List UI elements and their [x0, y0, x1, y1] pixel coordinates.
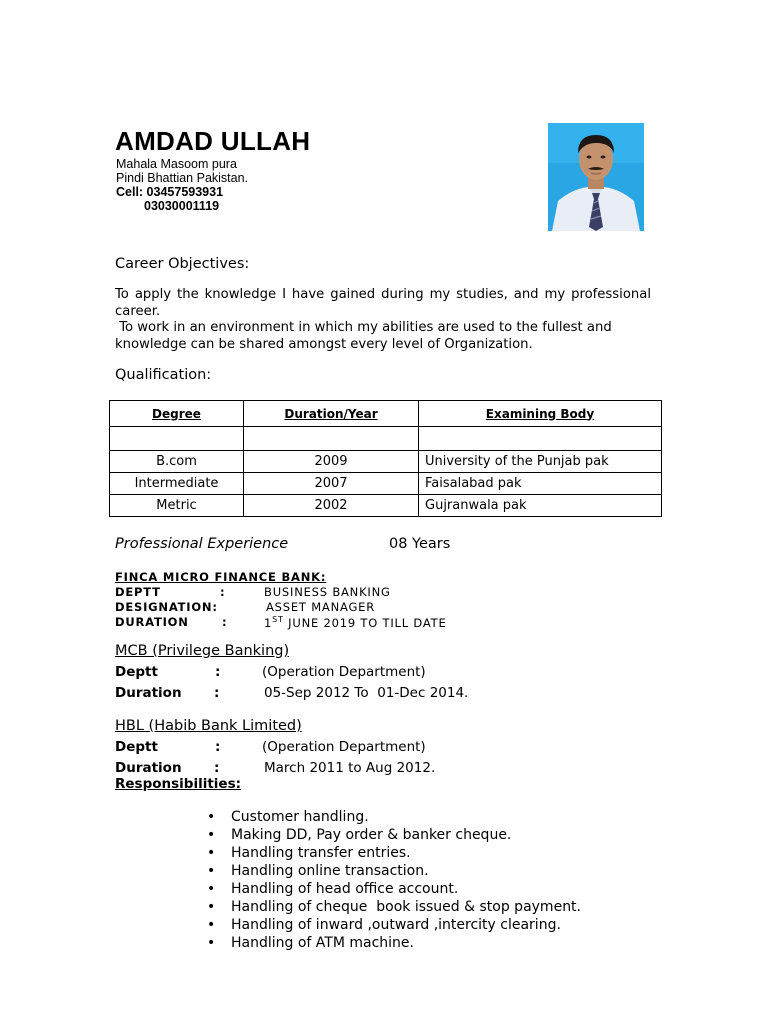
finca-deptt-colon: :	[220, 585, 226, 599]
responsibilities-heading: Responsibilities:	[115, 776, 242, 792]
hbl-duration-value: March 2011 to Aug 2012.	[264, 760, 436, 776]
career-objective-2: To work in an environment in which my abilities are used to the fullest and knowledge can be shared amongst every level of Organization.	[115, 320, 616, 352]
candidate-name: AMDAD ULLAH	[115, 126, 311, 156]
finca-duration-rest: JUNE 2019 TO TILL DATE	[283, 615, 447, 630]
mcb-duration-colon: :	[214, 685, 220, 701]
career-objectives-heading: Career Objectives:	[115, 256, 250, 272]
table-cell	[244, 427, 419, 451]
examining-body-cell: University of the Punjab pak	[419, 451, 662, 473]
mcb-duration-label: Duration	[115, 685, 182, 701]
hbl-deptt-value: (Operation Department)	[262, 739, 426, 755]
hbl-duration-colon: :	[214, 760, 220, 776]
examining-body-cell: Faisalabad pak	[419, 473, 662, 495]
finca-deptt-label: DEPTT	[115, 585, 161, 599]
degree-cell: Intermediate	[110, 473, 244, 495]
list-item: • Customer handling.	[207, 808, 581, 826]
list-item: • Handling of ATM machine.	[207, 934, 581, 952]
cell-number-1: Cell: 03457593931	[116, 185, 224, 199]
table-cell	[419, 427, 662, 451]
address-line-1: Mahala Masoom pura	[116, 157, 237, 171]
hbl-deptt-colon: :	[215, 739, 221, 755]
finca-duration-label: DURATION	[115, 615, 189, 629]
hbl-duration-label: Duration	[115, 760, 182, 776]
table-row	[110, 495, 662, 517]
cell-number-2: 03030001119	[144, 199, 220, 213]
finca-duration-value	[264, 615, 447, 630]
column-header-examining-body: Examining Body	[419, 401, 662, 427]
hbl-bank-title: HBL (Habib Bank Limited)	[115, 718, 302, 734]
year-cell: 2009	[244, 451, 419, 473]
list-item: • Making DD, Pay order & banker cheque.	[207, 826, 581, 844]
year-cell: 2007	[244, 473, 419, 495]
list-item: • Handling of cheque book issued & stop payment.	[207, 898, 581, 916]
finca-duration-sup: ST	[272, 615, 284, 624]
mcb-duration-value: 05-Sep 2012 To 01-Dec 2014.	[264, 685, 469, 701]
responsibilities-list	[207, 808, 581, 952]
column-header-duration: Duration/Year	[244, 401, 419, 427]
qualification-table	[109, 400, 662, 517]
degree-cell: B.com	[110, 451, 244, 473]
address-line-2: Pindi Bhattian Pakistan.	[116, 171, 249, 185]
profile-photo	[548, 123, 644, 231]
mcb-bank-title: MCB (Privilege Banking)	[115, 643, 290, 659]
table-row	[110, 473, 662, 495]
mcb-deptt-value: (Operation Department)	[262, 664, 426, 680]
qualification-heading: Qualification:	[115, 367, 212, 383]
table-row	[110, 451, 662, 473]
professional-experience-heading: Professional Experience	[115, 536, 289, 552]
finca-designation-label: DESIGNATION:	[115, 600, 218, 614]
finca-designation-value: ASSET MANAGER	[266, 600, 376, 614]
examining-body-cell: Gujranwala pak	[419, 495, 662, 517]
mcb-deptt-label: Deptt	[115, 664, 158, 680]
hbl-deptt-label: Deptt	[115, 739, 158, 755]
finca-duration-day: 1	[264, 615, 273, 630]
column-header-degree: Degree	[110, 401, 244, 427]
list-item: • Handling of inward ,outward ,intercity clearing.	[207, 916, 581, 934]
finca-bank-title: FINCA MICRO FINANCE BANK:	[115, 570, 327, 584]
mcb-deptt-colon: :	[215, 664, 221, 680]
finca-deptt-value: BUSINESS BANKING	[264, 585, 391, 599]
degree-cell: Metric	[110, 495, 244, 517]
career-objective-1: To apply the knowledge I have gained during my studies, and my professional career.	[115, 287, 651, 319]
list-item: • Handling transfer entries.	[207, 844, 581, 862]
table-cell	[110, 427, 244, 451]
list-item: • Handling of head office account.	[207, 880, 581, 898]
table-row-empty	[110, 427, 662, 451]
year-cell: 2002	[244, 495, 419, 517]
experience-years: 08 Years	[389, 536, 451, 552]
finca-duration-colon: :	[222, 615, 228, 629]
list-item: • Handling online transaction.	[207, 862, 581, 880]
